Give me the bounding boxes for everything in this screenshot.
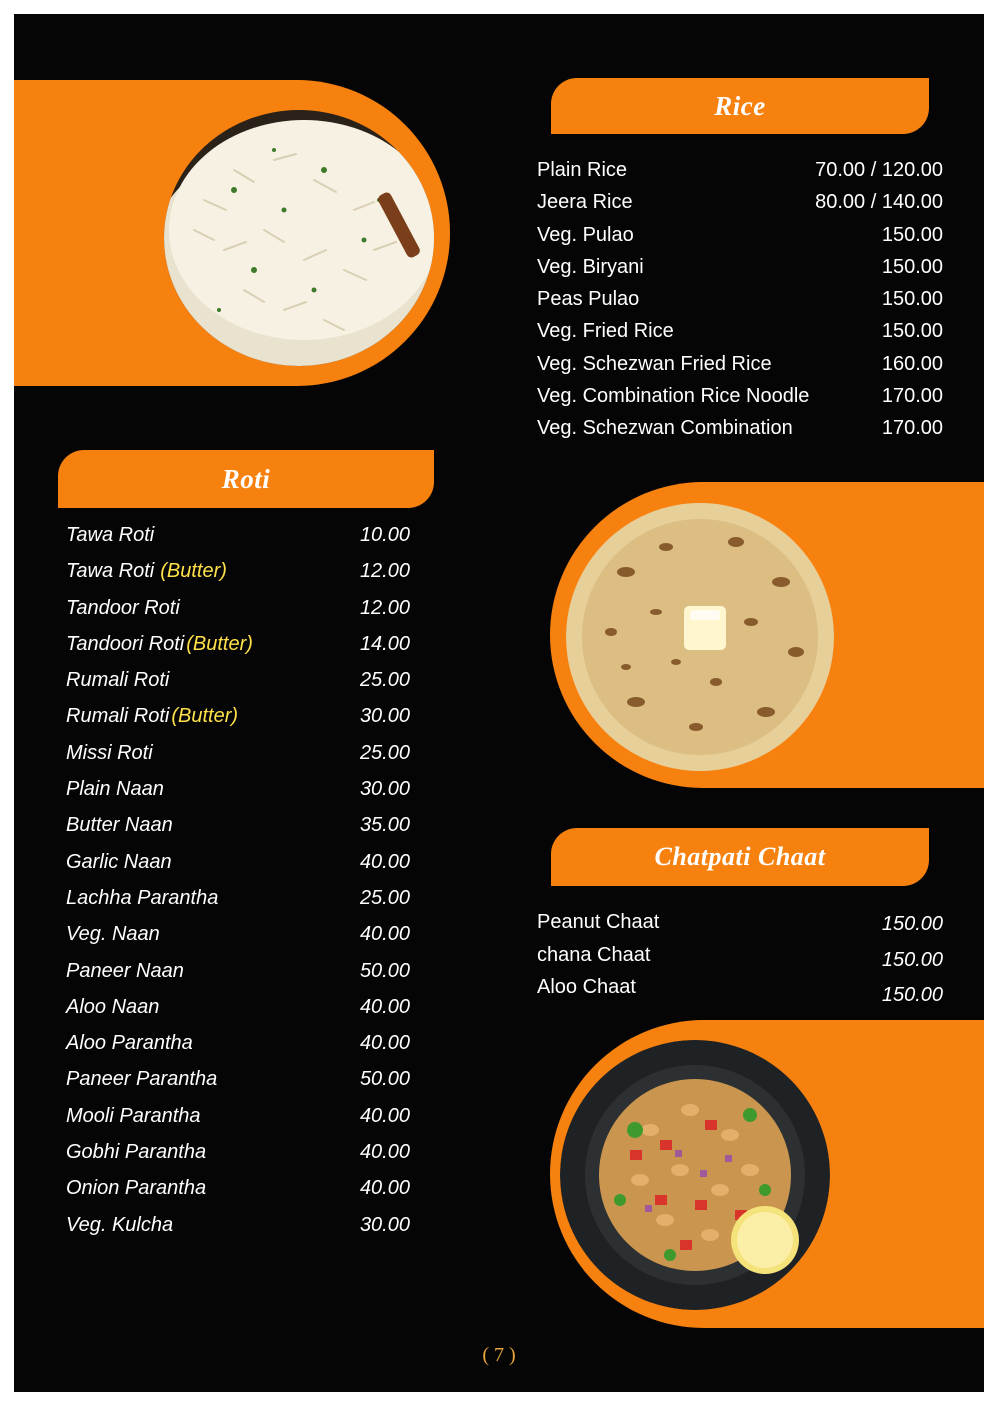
item-price: 40.00: [359, 1104, 410, 1127]
item-name: Paneer Parantha: [66, 1068, 218, 1091]
item-name: Garlic Naan: [66, 850, 172, 873]
item-name: Veg. Kulcha: [66, 1213, 174, 1236]
item-price: 160.00: [881, 352, 943, 375]
menu-item: [537, 156, 943, 188]
item-price: 40.00: [359, 1032, 410, 1055]
item-name: Plain Rice: [537, 159, 628, 181]
menu-item: [537, 221, 943, 253]
item-price: 40.00: [359, 1141, 410, 1164]
roti-menu-list: [66, 521, 410, 1247]
item-name: Gobhi Parantha: [66, 1141, 207, 1164]
menu-item: [537, 188, 943, 220]
item-price: 80.00 / 140.00: [815, 191, 943, 214]
menu-item: [537, 285, 943, 317]
item-name: Veg. Pulao: [537, 223, 634, 246]
item-price: 40.00: [359, 923, 410, 946]
item-name: Tandoor Roti: [66, 596, 180, 619]
item-name: Plain Naan: [66, 778, 164, 801]
menu-item: [66, 993, 410, 1029]
menu-item: [66, 920, 410, 956]
item-price: 25.00: [359, 741, 410, 764]
item-name: Veg. Biryani: [537, 255, 644, 278]
menu-item: [66, 1211, 410, 1247]
menu-item: [66, 848, 410, 884]
rice-photo: [164, 110, 434, 366]
menu-item: [66, 630, 410, 666]
item-price: 40.00: [359, 995, 410, 1018]
menu-item: [537, 943, 943, 976]
item-name: Veg. Schezwan Combination: [537, 417, 793, 440]
item-note: (Butter): [186, 632, 253, 655]
menu-item: [66, 702, 410, 738]
item-name: Veg. Fried Rice: [537, 320, 674, 343]
item-price: 150.00: [881, 288, 943, 311]
item-price: 30.00: [359, 778, 410, 801]
item-name: Veg. Naan: [66, 923, 160, 946]
menu-item: [66, 811, 410, 847]
item-price: 40.00: [359, 850, 410, 873]
rice-menu-list: [537, 156, 943, 447]
menu-item: [66, 1138, 410, 1174]
item-note: (Butter): [160, 560, 227, 583]
item-price: 170.00: [881, 385, 943, 408]
item-name: chana Chaat: [537, 943, 651, 966]
item-price: 50.00: [359, 959, 410, 982]
item-price: 25.00: [359, 886, 410, 909]
item-name: Paneer Naan: [66, 959, 184, 982]
menu-item: [66, 521, 410, 557]
menu-item: [66, 557, 410, 593]
item-name: Veg. Combination Rice Noodle: [537, 385, 810, 408]
menu-item: [66, 594, 410, 630]
item-name: Tandoori Roti: [66, 632, 185, 655]
item-name: Aloo Parantha: [66, 1032, 193, 1055]
page-number: ( 7 ): [482, 1344, 516, 1366]
item-name: Rumali Roti: [66, 705, 170, 728]
item-price: 150.00: [881, 320, 943, 343]
item-price: 70.00 / 120.00: [815, 159, 943, 181]
item-name: Mooli Parantha: [66, 1104, 201, 1127]
item-price: 30.00: [359, 1213, 410, 1236]
item-name: Butter Naan: [66, 814, 173, 837]
menu-item: [537, 975, 943, 1008]
item-name: Tawa Roti: [66, 524, 155, 546]
item-name: Peas Pulao: [537, 288, 640, 311]
menu-item: [537, 253, 943, 285]
item-price: 30.00: [359, 705, 410, 728]
menu-item: [66, 739, 410, 775]
menu-item: [537, 414, 943, 446]
item-name: Peanut Chaat: [537, 911, 660, 933]
menu-item: [537, 350, 943, 382]
item-note: (Butter): [171, 705, 239, 728]
item-name: Onion Parantha: [66, 1177, 207, 1200]
item-price: 50.00: [359, 1068, 410, 1091]
item-price: 35.00: [359, 814, 410, 837]
item-price: 150.00: [881, 984, 943, 1006]
item-name: Lachha Parantha: [66, 886, 219, 909]
menu-item: [537, 317, 943, 349]
menu-item: [66, 957, 410, 993]
item-price: 14.00: [359, 632, 410, 655]
rice-section-title: Rice: [551, 78, 929, 134]
chaat-menu-list: [537, 910, 943, 1008]
item-price: 170.00: [881, 417, 943, 440]
menu-item: [66, 1029, 410, 1065]
item-price: 150.00: [881, 948, 943, 971]
menu-item: [66, 1065, 410, 1101]
item-name: Missi Roti: [66, 741, 153, 764]
menu-item: [66, 1102, 410, 1138]
menu-item: [66, 884, 410, 920]
menu-item: [66, 1174, 410, 1210]
paratha-photo: [566, 502, 834, 772]
item-price: 12.00: [359, 596, 410, 619]
menu-item: [537, 910, 943, 943]
item-price: 10.00: [359, 524, 410, 546]
item-name: Veg. Schezwan Fried Rice: [537, 352, 772, 375]
item-name: Aloo Naan: [66, 995, 160, 1018]
chaat-section-title: Chatpati Chaat: [551, 828, 929, 886]
item-name: Tawa Roti: [66, 560, 155, 583]
item-price: 12.00: [359, 560, 410, 583]
menu-page: [14, 14, 984, 1392]
item-name: Jeera Rice: [537, 191, 633, 214]
item-price: 150.00: [881, 255, 943, 278]
item-price: 25.00: [359, 669, 410, 692]
item-price: 150.00: [881, 223, 943, 246]
item-price: 40.00: [359, 1177, 410, 1200]
chaat-photo: [560, 1040, 830, 1310]
roti-section-title: Roti: [58, 450, 434, 508]
item-price: 150.00: [881, 913, 943, 935]
menu-item: [66, 775, 410, 811]
menu-item: [537, 382, 943, 414]
menu-item: [66, 666, 410, 702]
item-name: Aloo Chaat: [537, 976, 636, 998]
item-name: Rumali Roti: [66, 669, 170, 692]
